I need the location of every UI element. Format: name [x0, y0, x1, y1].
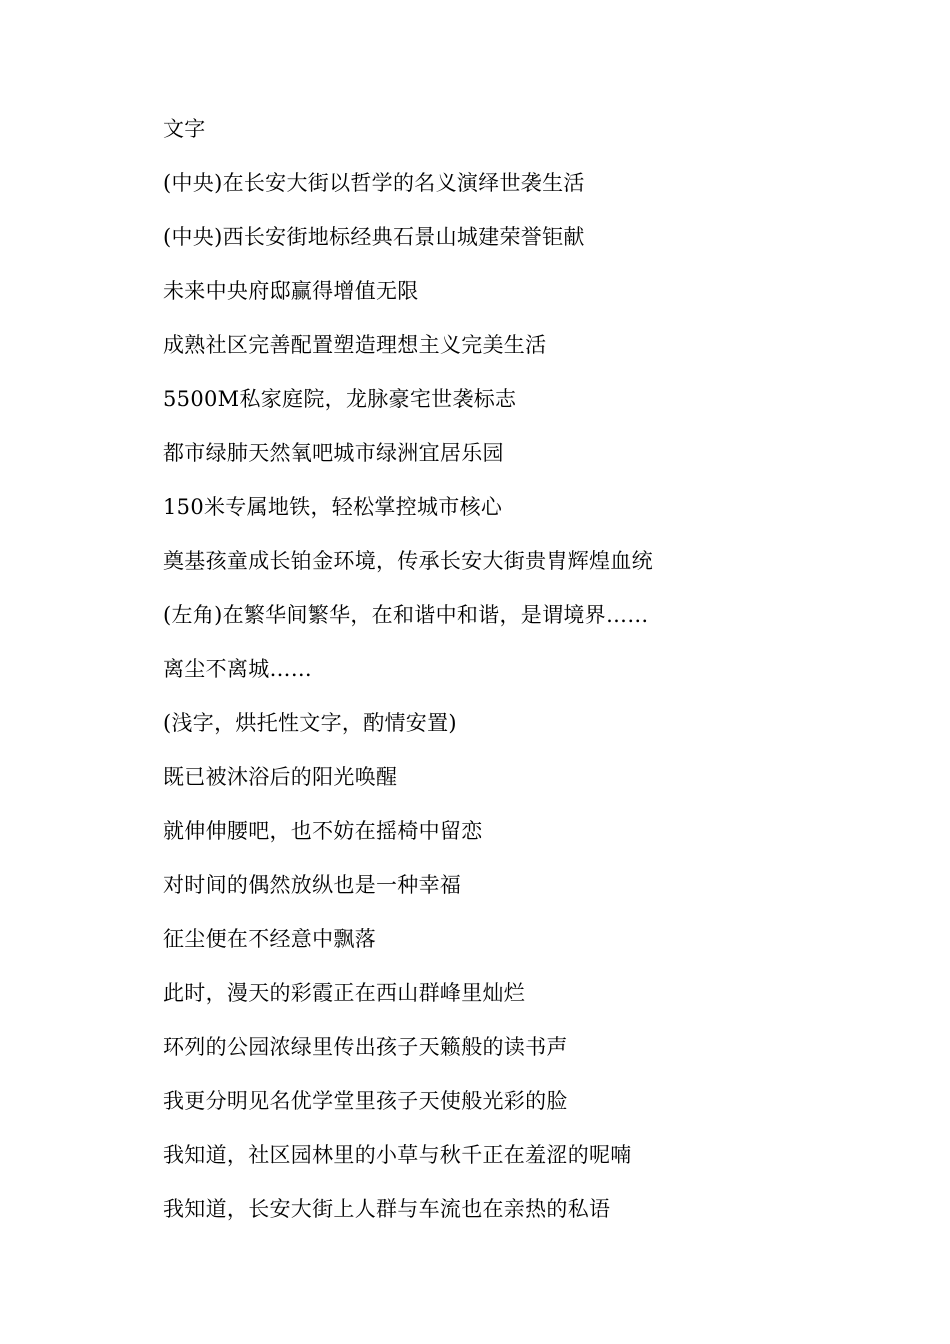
text-line: 此时，漫天的彩霞正在西山群峰里灿烂	[163, 981, 526, 1005]
text-line: 离尘不离城……	[163, 657, 313, 681]
document-body	[163, 110, 883, 1244]
text-line: 我知道，长安大街上人群与车流也在亲热的私语	[163, 1197, 611, 1221]
text-line: 150米专属地铁，轻松掌控城市核心	[163, 495, 503, 519]
text-line: 既已被沐浴后的阳光唤醒	[163, 765, 398, 789]
text-line: 成熟社区完善配置塑造理想主义完美生活	[163, 333, 547, 357]
text-line: (左角)在繁华间繁华，在和谐中和谐，是谓境界……	[163, 603, 649, 627]
text-line: (中央)在长安大街以哲学的名义演绎世袭生活	[163, 171, 585, 195]
text-line: (中央)西长安街地标经典石景山城建荣誉钜献	[163, 225, 585, 249]
text-line: 5500M私家庭院，龙脉豪宅世袭标志	[163, 387, 517, 411]
text-line: 征尘便在不经意中飘落	[163, 927, 376, 951]
text-line: 就伸伸腰吧，也不妨在摇椅中留恋	[163, 819, 483, 843]
text-line: 对时间的偶然放纵也是一种幸福	[163, 873, 462, 897]
text-line: 未来中央府邸赢得增值无限	[163, 279, 419, 303]
document-title: 文字	[163, 117, 206, 141]
text-line: 奠基孩童成长铂金环境，传承长安大街贵胄辉煌血统	[163, 549, 653, 573]
text-line: 都市绿肺天然氧吧城市绿洲宜居乐园	[163, 441, 504, 465]
text-line: (浅字，烘托性文字，酌情安置)	[163, 711, 457, 735]
text-line: 我知道，社区园林里的小草与秋千正在羞涩的呢喃	[163, 1143, 632, 1167]
text-line: 我更分明见名优学堂里孩子天使般光彩的脸	[163, 1089, 568, 1113]
text-line: 环列的公园浓绿里传出孩子天籁般的读书声	[163, 1035, 568, 1059]
